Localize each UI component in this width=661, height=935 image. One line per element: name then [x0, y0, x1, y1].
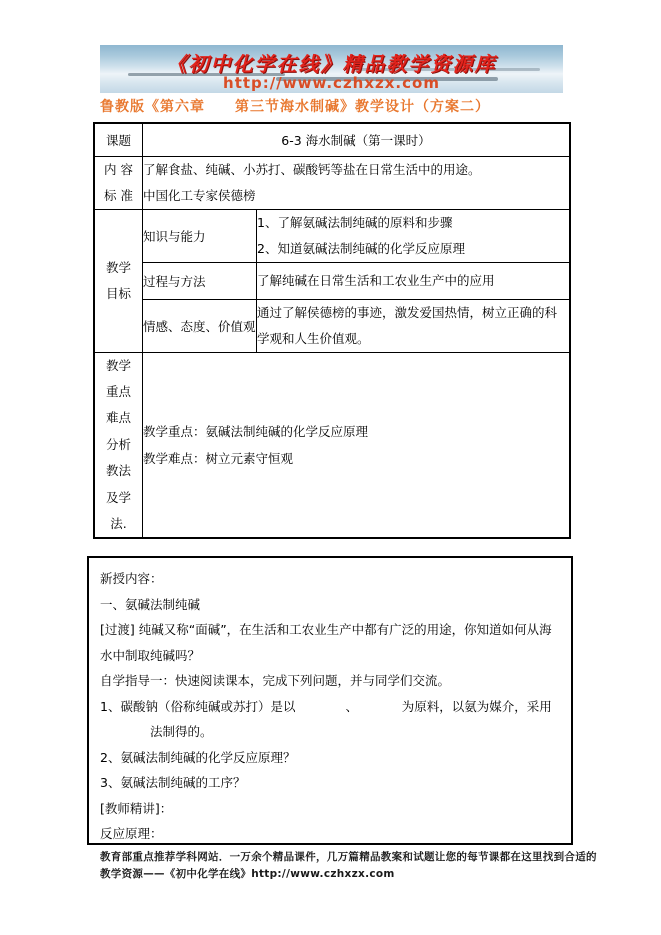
content-line: 3、氨碱法制纯碱的工序？ — [100, 775, 246, 790]
content-line: 法制得的。 — [100, 724, 213, 739]
content-line: 自学指导一：快速阅读课本，完成下列问题，并与同学们交流。 — [100, 673, 451, 688]
goal-knowledge-value-cell — [257, 209, 571, 262]
focus-label-line: 难点 — [105, 410, 131, 426]
topic-value-cell: 6-3 海水制碱（第一课时） — [143, 123, 571, 156]
goal-process-value-cell — [257, 262, 571, 299]
focus-label-line: 教学 — [105, 357, 131, 373]
content-line: [教师精讲]： — [100, 800, 173, 816]
content-standard-text: 中国化工专家侯德榜 — [143, 187, 256, 203]
topic-label-cell: 课题 — [94, 123, 143, 156]
goal-emotion-line: 通过了解侯德榜的事迹，激发爱国热情，树立正确的科学观和人生价值观。 — [257, 304, 558, 346]
goal-emotion-value-cell — [257, 299, 571, 352]
teaching-difficulty-text: 教学难点：树立元素守恒观 — [143, 450, 294, 466]
focus-label-line: 分析 — [105, 436, 131, 452]
content-line: [过渡] 纯碱又称“面碱”，在生活和工农业生产中都有广泛的用途，你知道如何从海水中制取纯碱吗？ — [100, 622, 552, 663]
teaching-goals-label-cell — [94, 209, 143, 352]
teaching-focus-text: 教学重点：氨碱法制纯碱的化学反应原理 — [143, 423, 369, 439]
focus-label-line: 及学 — [105, 489, 131, 505]
content-standard-value-cell — [143, 156, 571, 209]
goal-process-line: 了解纯碱在日常生活和工农业生产中的应用 — [257, 272, 495, 288]
content-standard-text: 了解食盐、纯碱、小苏打、碳酸钙等盐在日常生活中的用途。 — [143, 161, 481, 177]
content-line: 1、碳酸钠（俗称纯碱或苏打）是以 、 为原料，以氨为媒介，采用 — [100, 698, 552, 714]
lesson-content-box — [87, 556, 573, 845]
lesson-info-table — [93, 122, 571, 539]
content-line: 新授内容： — [100, 571, 163, 586]
content-line: 反应原理： — [100, 826, 163, 841]
focus-difficulty-value-cell — [143, 352, 571, 538]
goal-knowledge-label-cell: 知识与能力 — [143, 209, 257, 262]
goal-process-label-cell: 过程与方法 — [143, 262, 257, 299]
goal-emotion-label-cell: 情感、态度、价值观 — [143, 299, 257, 352]
banner-site-title: 《初中化学在线》精品教学资源库 — [166, 52, 497, 76]
lesson-plan-title: 鲁教版《第六章 第三节海水制碱》教学设计（方案二） — [100, 99, 490, 115]
content-line: 一、氨碱法制纯碱 — [100, 596, 201, 612]
goal-knowledge-line: 1、了解氨碱法制纯碱的原料和步骤 — [257, 214, 453, 230]
footer-line: 教育部重点推荐学科网站．一万余个精品课件，几万篇精品教案和试题让您的每节课都在这里找到合适的 — [100, 851, 597, 863]
focus-difficulty-label-cell — [94, 352, 143, 538]
content-standard-label-line: 内 容 — [104, 161, 133, 177]
footer-note — [100, 849, 597, 883]
content-standard-label-cell — [94, 156, 143, 209]
teaching-goals-label-line: 教学 — [105, 259, 131, 275]
content-line: 2、氨碱法制纯碱的化学反应原理？ — [100, 749, 296, 765]
content-standard-label-line: 标 准 — [104, 187, 133, 203]
goal-knowledge-line: 2、知道氨碱法制纯碱的化学反应原理 — [257, 240, 465, 256]
focus-label-line: 重点 — [105, 383, 131, 399]
banner-site-url: http://www.czhxzx.com — [223, 74, 440, 92]
focus-label-line: 法. — [110, 515, 127, 531]
footer-line: 教学资源——《初中化学在线》http://www.czhxzx.com — [100, 868, 395, 880]
focus-label-line: 教法 — [105, 463, 131, 479]
site-banner-image — [100, 45, 563, 93]
teaching-goals-label-line: 目标 — [105, 285, 131, 301]
